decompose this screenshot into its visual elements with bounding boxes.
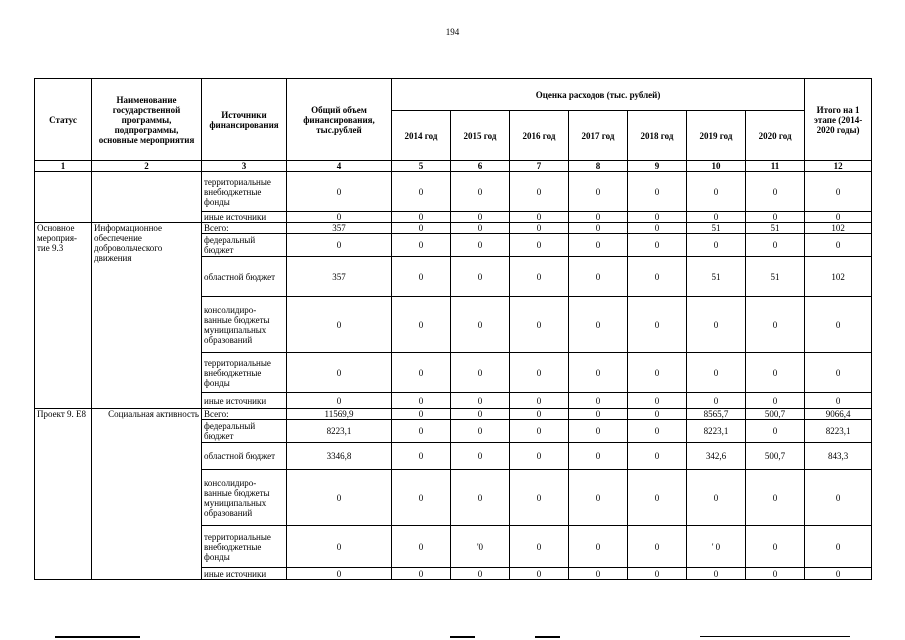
year-value-cell: 51 <box>687 257 746 297</box>
year-value-cell: 0 <box>451 393 510 409</box>
total-value-cell: 0 <box>287 526 392 568</box>
year-value-cell: 0 <box>510 470 569 526</box>
bottom-line-mid-2 <box>535 636 560 638</box>
year-value-cell: 0 <box>510 393 569 409</box>
status-cell <box>35 172 92 223</box>
total-value-cell: 0 <box>287 393 392 409</box>
source-cell: Всего: <box>202 223 287 234</box>
table-row <box>35 409 872 420</box>
name-cell: Информационное обеспечение добровольческого движения <box>92 223 202 409</box>
source-cell: иные источники <box>202 212 287 223</box>
itogo-value-cell: 0 <box>805 526 872 568</box>
year-value-cell: 0 <box>569 297 628 353</box>
year-value-cell: 0 <box>392 297 451 353</box>
column-index: 6 <box>451 161 510 172</box>
year-value-cell: 0 <box>451 234 510 257</box>
year-value-cell: 0 <box>746 212 805 223</box>
total-value-cell: 0 <box>287 353 392 393</box>
itogo-value-cell: 8223,1 <box>805 420 872 443</box>
year-value-cell: 0 <box>746 172 805 212</box>
year-value-cell: 0 <box>746 297 805 353</box>
itogo-value-cell: 0 <box>805 212 872 223</box>
year-value-cell: 0 <box>392 568 451 580</box>
year-value-cell: 0 <box>510 297 569 353</box>
source-cell: территориальные внебюджетные фонды <box>202 353 287 393</box>
header-year: 2017 год <box>569 111 628 161</box>
itogo-value-cell: 102 <box>805 257 872 297</box>
total-value-cell: 8223,1 <box>287 420 392 443</box>
itogo-value-cell: 0 <box>805 234 872 257</box>
year-value-cell: 0 <box>392 393 451 409</box>
itogo-value-cell: 843,3 <box>805 443 872 470</box>
header-year: 2018 год <box>628 111 687 161</box>
column-index: 4 <box>287 161 392 172</box>
total-value-cell: 11569,9 <box>287 409 392 420</box>
year-value-cell: '0 <box>451 526 510 568</box>
status-cell: Основное мероприя-тие 9.3 <box>35 223 92 409</box>
year-value-cell: 0 <box>392 420 451 443</box>
column-index: 7 <box>510 161 569 172</box>
year-value-cell: 0 <box>628 172 687 212</box>
header-total-volume: Общий объем финансирования, тыс.рублей <box>287 79 392 161</box>
itogo-value-cell: 0 <box>805 393 872 409</box>
header-sources: Источники финансирования <box>202 79 287 161</box>
header-year: 2015 год <box>451 111 510 161</box>
year-value-cell: 0 <box>569 443 628 470</box>
year-value-cell: 0 <box>451 223 510 234</box>
status-cell: Проект 9. Е8 <box>35 409 92 580</box>
header-name: Наименование государственной программы, подпрограммы, основные мероприятия <box>92 79 202 161</box>
column-index: 1 <box>35 161 92 172</box>
page-number: 194 <box>445 27 460 37</box>
year-value-cell: 0 <box>392 409 451 420</box>
itogo-value-cell: 0 <box>805 568 872 580</box>
year-value-cell: 0 <box>628 257 687 297</box>
year-value-cell: 0 <box>451 409 510 420</box>
year-value-cell: 0 <box>451 172 510 212</box>
year-value-cell: 0 <box>510 409 569 420</box>
year-value-cell: 0 <box>569 409 628 420</box>
source-cell: территориальные внебюджетные фонды <box>202 172 287 212</box>
year-value-cell: 0 <box>628 420 687 443</box>
year-value-cell: 0 <box>392 172 451 212</box>
year-value-cell: 0 <box>392 470 451 526</box>
year-value-cell: 0 <box>451 420 510 443</box>
source-cell: консолидиро-ванные бюджеты муниципальных образований <box>202 297 287 353</box>
source-cell: федеральный бюджет <box>202 234 287 257</box>
year-value-cell: 0 <box>687 234 746 257</box>
year-value-cell: 0 <box>392 212 451 223</box>
year-value-cell: 0 <box>628 234 687 257</box>
year-value-cell: 0 <box>451 297 510 353</box>
column-index: 8 <box>569 161 628 172</box>
year-value-cell: 0 <box>510 443 569 470</box>
year-value-cell: 0 <box>569 223 628 234</box>
year-value-cell: 0 <box>510 234 569 257</box>
year-value-cell: 0 <box>569 420 628 443</box>
year-value-cell: 0 <box>746 470 805 526</box>
year-value-cell: 0 <box>569 353 628 393</box>
year-value-cell: 0 <box>451 353 510 393</box>
name-cell <box>92 172 202 223</box>
header-year: 2014 год <box>392 111 451 161</box>
header-status: Статус <box>35 79 92 161</box>
year-value-cell: 0 <box>687 470 746 526</box>
column-index: 5 <box>392 161 451 172</box>
source-cell: областной бюджет <box>202 443 287 470</box>
header-estimate: Оценка расходов (тыс. рублей) <box>392 79 805 111</box>
year-value-cell: ' 0 <box>687 526 746 568</box>
total-value-cell: 0 <box>287 212 392 223</box>
year-value-cell: 0 <box>628 353 687 393</box>
column-index: 11 <box>746 161 805 172</box>
year-value-cell: 0 <box>569 568 628 580</box>
header-year: 2020 год <box>746 111 805 161</box>
total-value-cell: 357 <box>287 257 392 297</box>
year-value-cell: 0 <box>569 257 628 297</box>
year-value-cell: 8565,7 <box>687 409 746 420</box>
source-cell: иные источники <box>202 393 287 409</box>
year-value-cell: 0 <box>687 212 746 223</box>
year-value-cell: 0 <box>628 212 687 223</box>
source-cell: Всего: <box>202 409 287 420</box>
year-value-cell: 0 <box>510 257 569 297</box>
year-value-cell: 0 <box>746 526 805 568</box>
year-value-cell: 0 <box>510 212 569 223</box>
year-value-cell: 8223,1 <box>687 420 746 443</box>
year-value-cell: 0 <box>451 568 510 580</box>
total-value-cell: 0 <box>287 470 392 526</box>
year-value-cell: 0 <box>746 420 805 443</box>
year-value-cell: 0 <box>510 526 569 568</box>
year-value-cell: 0 <box>628 470 687 526</box>
total-value-cell: 0 <box>287 234 392 257</box>
total-value-cell: 0 <box>287 297 392 353</box>
itogo-value-cell: 102 <box>805 223 872 234</box>
column-index: 10 <box>687 161 746 172</box>
year-value-cell: 0 <box>451 470 510 526</box>
year-value-cell: 0 <box>746 393 805 409</box>
year-value-cell: 0 <box>510 223 569 234</box>
source-cell: консолидиро-ванные бюджеты муниципальных образований <box>202 470 287 526</box>
header-year: 2019 год <box>687 111 746 161</box>
source-cell: иные источники <box>202 568 287 580</box>
year-value-cell: 0 <box>510 172 569 212</box>
year-value-cell: 0 <box>746 234 805 257</box>
name-cell: Социальная активность <box>92 409 202 580</box>
year-value-cell: 0 <box>392 443 451 470</box>
year-value-cell: 51 <box>687 223 746 234</box>
year-value-cell: 0 <box>569 172 628 212</box>
year-value-cell: 0 <box>392 353 451 393</box>
year-value-cell: 0 <box>628 409 687 420</box>
year-value-cell: 0 <box>687 393 746 409</box>
year-value-cell: 0 <box>392 257 451 297</box>
total-value-cell: 0 <box>287 172 392 212</box>
year-value-cell: 0 <box>687 297 746 353</box>
year-value-cell: 0 <box>569 234 628 257</box>
table-row <box>35 172 872 212</box>
table-row <box>35 223 872 234</box>
column-index: 3 <box>202 161 287 172</box>
year-value-cell: 0 <box>392 234 451 257</box>
year-value-cell: 0 <box>392 223 451 234</box>
year-value-cell: 0 <box>746 353 805 393</box>
year-value-cell: 0 <box>451 257 510 297</box>
itogo-value-cell: 0 <box>805 470 872 526</box>
column-index: 12 <box>805 161 872 172</box>
total-value-cell: 3346,8 <box>287 443 392 470</box>
bottom-line-right <box>700 636 850 637</box>
bottom-line-left <box>55 636 140 638</box>
year-value-cell: 500,7 <box>746 409 805 420</box>
itogo-value-cell: 0 <box>805 297 872 353</box>
year-value-cell: 0 <box>628 568 687 580</box>
year-value-cell: 0 <box>510 353 569 393</box>
itogo-value-cell: 0 <box>805 172 872 212</box>
year-value-cell: 0 <box>628 223 687 234</box>
budget-table <box>34 78 872 580</box>
total-value-cell: 357 <box>287 223 392 234</box>
itogo-value-cell: 9066,4 <box>805 409 872 420</box>
year-value-cell: 0 <box>569 393 628 409</box>
year-value-cell: 51 <box>746 257 805 297</box>
year-value-cell: 0 <box>451 212 510 223</box>
year-value-cell: 0 <box>687 568 746 580</box>
year-value-cell: 0 <box>569 470 628 526</box>
year-value-cell: 0 <box>628 393 687 409</box>
year-value-cell: 0 <box>569 526 628 568</box>
year-value-cell: 0 <box>628 297 687 353</box>
year-value-cell: 51 <box>746 223 805 234</box>
year-value-cell: 0 <box>392 526 451 568</box>
source-cell: федеральный бюджет <box>202 420 287 443</box>
year-value-cell: 0 <box>451 443 510 470</box>
itogo-value-cell: 0 <box>805 353 872 393</box>
total-value-cell: 0 <box>287 568 392 580</box>
year-value-cell: 0 <box>510 568 569 580</box>
year-value-cell: 0 <box>746 568 805 580</box>
source-cell: территориальные внебюджетные фонды <box>202 526 287 568</box>
column-index: 9 <box>628 161 687 172</box>
header-year: 2016 год <box>510 111 569 161</box>
year-value-cell: 0 <box>687 353 746 393</box>
year-value-cell: 342,6 <box>687 443 746 470</box>
year-value-cell: 0 <box>569 212 628 223</box>
year-value-cell: 500,7 <box>746 443 805 470</box>
header-itogo: Итого на 1 этапе (2014-2020 годы) <box>805 79 872 161</box>
year-value-cell: 0 <box>687 172 746 212</box>
year-value-cell: 0 <box>628 526 687 568</box>
bottom-line-mid <box>450 636 475 638</box>
year-value-cell: 0 <box>510 420 569 443</box>
column-index: 2 <box>92 161 202 172</box>
year-value-cell: 0 <box>628 443 687 470</box>
source-cell: областной бюджет <box>202 257 287 297</box>
